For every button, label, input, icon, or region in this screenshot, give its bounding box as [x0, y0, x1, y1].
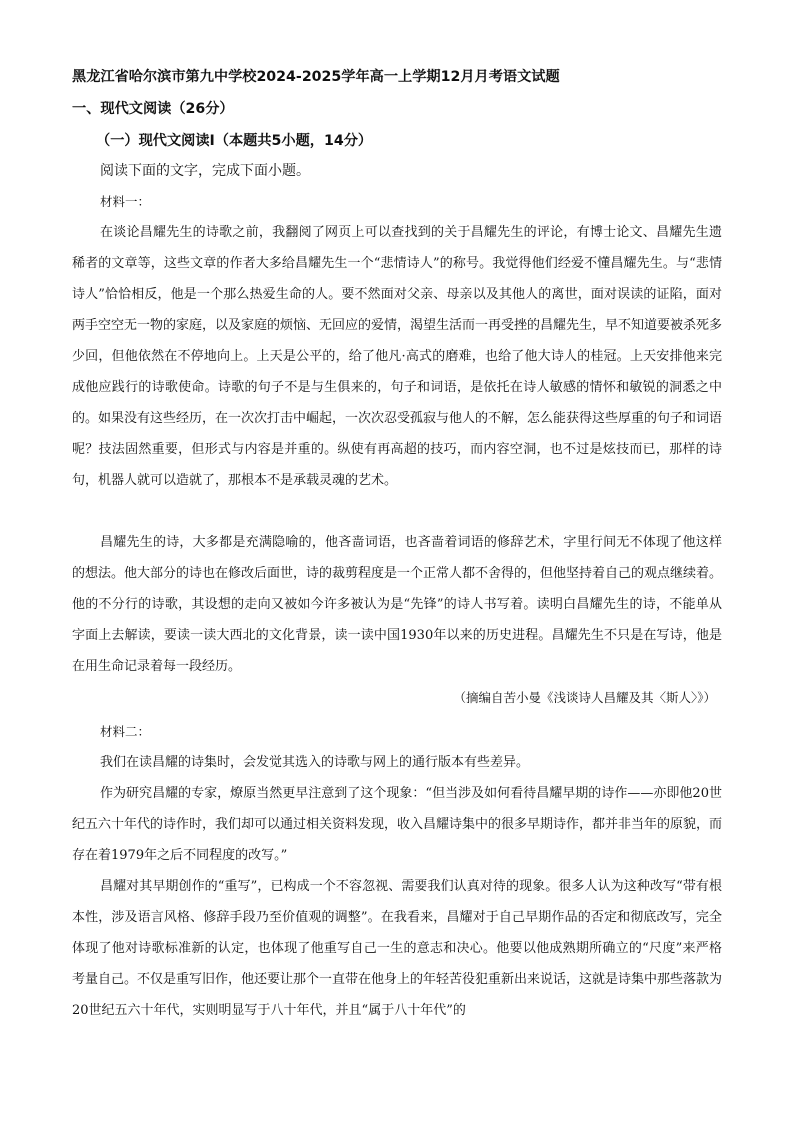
instruction-text: 阅读下面的文字，完成下面小题。 — [100, 163, 310, 179]
paragraph: 昌耀对其早期创作的“重写”，已构成一个不容忽视、需要我们认真对待的现象。很多人认为这种改写“带有根本性，涉及语言风格、修辞手段乃至价值观的调整”。在我看来，昌耀对于自己早期作品的否定和彻底改写，完全体现了他对诗歌标准新的认定，也体现了他重写自己一生的意志和决心。他要以他成熟期所确立的“尺度”来严格考量自己。不仅是重写旧作，他还要让那个一直带在他身上的年轻苦役犯重新出来说话，这就是诗集中那些落款为20世纪五六十年代，实则明显写于八十年代，并且“属于八十年代”的 — [72, 879, 723, 1018]
paragraph: 我们在读昌耀的诗集时，会发觉其选入的诗歌与网上的通行版本有些差异。 — [100, 755, 530, 770]
exam-title: 黑龙江省哈尔滨市第九中学校2024-2025学年高一上学期12月月考语文试题 — [72, 69, 560, 85]
section-heading: 一、现代文阅读（26分） — [72, 101, 234, 117]
material-one-label: 材料一： — [100, 194, 151, 209]
material-two-label: 材料二： — [100, 724, 151, 739]
subsection-heading: （一）现代文阅读Ⅰ（本题共5小题，14分） — [96, 133, 373, 149]
source-citation: （摘编自苦小曼《浅谈诗人昌耀及其〈斯人〉》） — [453, 690, 716, 705]
paragraph: 作为研究昌耀的专家，燎原当然更早注意到了这个现象：“但当涉及如何看待昌耀早期的诗作——亦即他20世纪五六十年代的诗作时，我们却可以通过相关资料发现，收入昌耀诗集中的很多早期诗作，都并非当年的原貌，而存在着1979年之后不同程度的改写。” — [72, 786, 723, 863]
paragraph: 昌耀先生的诗，大多都是充满隐喻的，他吝啬词语，也吝啬着词语的修辞艺术，字里行间无不体现了他这样的想法。他大部分的诗也在修改后面世，诗的裁剪程度是一个正常人都不舍得的，但他坚持着自己的观点继续着。他的不分行的诗歌，其设想的走向又被如今许多被认为是“先锋”的诗人书写着。读明白昌耀先生的诗，不能单从字面上去解读，要读一读大西北的文化背景，读一读中国1930年以来的历史进程。昌耀先生不只是在写诗，他是在用生命记录着每一段经历。 — [72, 535, 723, 674]
paragraph: 在谈论昌耀先生的诗歌之前，我翻阅了网页上可以查找到的关于昌耀先生的评论，有博士论文、昌耀先生遗稀者的文章等，这些文章的作者大多给昌耀先生一个“悲情诗人”的称号。我觉得他们经爱不懂昌耀先生。与“悲情诗人”恰恰相反，他是一个那么热爱生命的人。要不然面对父亲、母亲以及其他人的离世，面对误读的证陷，面对两手空空无一物的家庭，以及家庭的烦恼、无回应的爱情，渴望生活而一再受挫的昌耀先生，早不知道要被杀死多少回，但他依然在不停地向上。上天是公平的，给了他凡·高式的磨难，也给了他大诗人的桂冠。上天安排他来完成他应践行的诗歌使命。诗歌的句子不是与生俱来的，句子和词语，是依托在诗人敏感的情怀和敏锐的洞悉之中的。如果没有这些经历，在一次次打击中崛起，一次次忍受孤寂与他人的不解，怎么能获得这些厚重的句子和词语呢？技法固然重要，但形式与内容是并重的。纵使有再高超的技巧，而内容空洞，也不过是炫技而已，那样的诗句，机器人就可以造就了，那根本不是承载灵魂的艺术。 — [72, 225, 723, 488]
